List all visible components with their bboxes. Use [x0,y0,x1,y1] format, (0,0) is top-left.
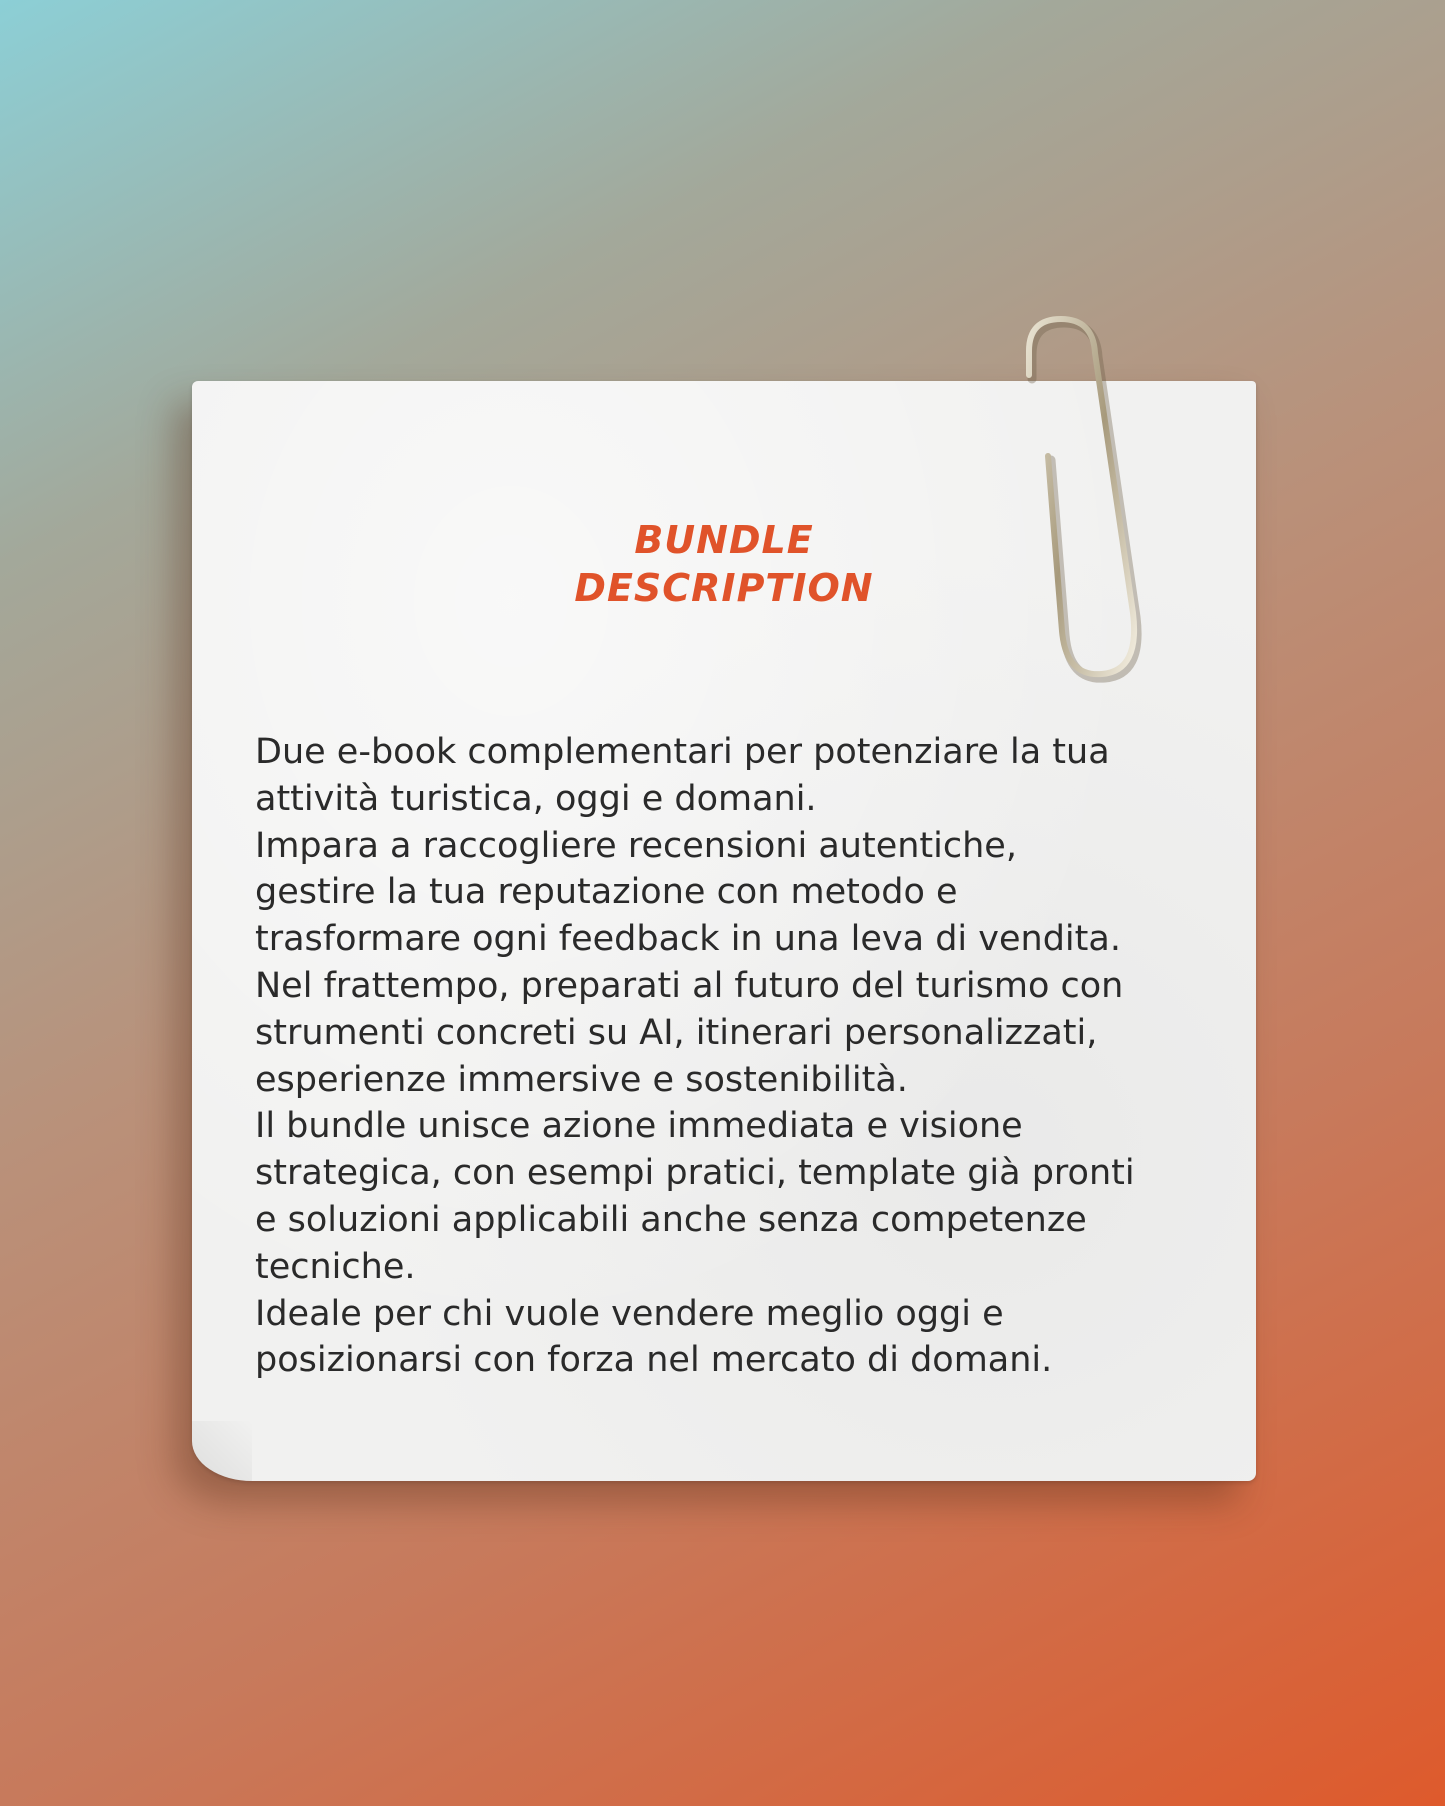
title-line-2: DESCRIPTION [574,566,874,610]
bundle-description [255,729,1235,1384]
description-line: Nel frattempo, preparati al futuro del turismo con [255,965,1124,1006]
title-line-1: BUNDLE [634,518,814,562]
description-line: Due e-book complementari per potenziare la tua [255,732,1110,772]
description-line: e soluzioni applicabili anche senza competenze [255,1199,1087,1240]
description-line: strategica, con esempi pratici, template già pronti [255,1153,1135,1194]
description-line: Impara a raccogliere recensioni autentiche, [255,825,1017,866]
description-line: trasformare ogni feedback in una leva di vendita. [255,919,1121,960]
paperclip-icon [1022,313,1147,685]
description-line: gestire la tua reputazione con metodo e [255,872,958,913]
description-line: Il bundle unisce azione immediata e visione [255,1106,1023,1147]
description-line: esperienze immersive e sostenibilità. [255,1059,908,1100]
description-line: posizionarsi con forza nel mercato di domani. [255,1340,1053,1381]
description-line: Ideale per chi vuole vendere meglio oggi e [255,1293,1004,1334]
description-line: attività turistica, oggi e domani. [255,778,817,819]
description-line: tecniche. [255,1246,416,1287]
description-line: strumenti concreti su AI, itinerari personalizzati, [255,1012,1098,1053]
